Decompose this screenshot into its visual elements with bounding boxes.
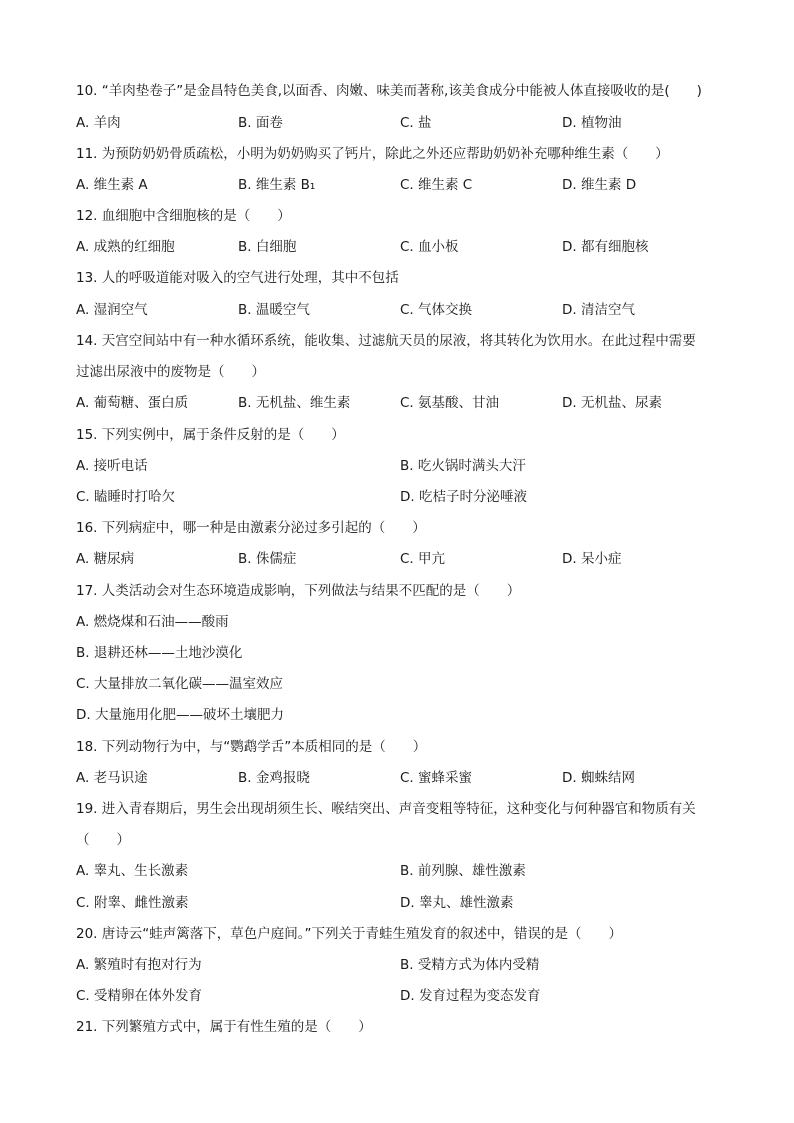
q11-option-d: D. 维生素 D (562, 177, 637, 193)
q20-option-b: B. 受精方式为体内受精 (400, 957, 540, 973)
q20-option-d: D. 发育过程为变态发育 (400, 988, 541, 1004)
q15-option-b: B. 吃火锅时满头大汗 (400, 458, 526, 474)
q13-option-a: A. 湿润空气 (76, 302, 148, 318)
question-10-stem: 10. “羊肉垫卷子”是金昌特色美食,以面香、肉嫩、味美而著称,该美食成分中能被人体直接吸收的是( ) (76, 83, 702, 99)
q19-option-c: C. 附睾、雌性激素 (76, 895, 189, 911)
question-14-stem-line-1: 14. 天宫空间站中有一种水循环系统，能收集、过滤航天员的尿液，将其转化为饮用水。在此过程中需要 (76, 333, 696, 349)
q17-option-d: D. 大量施用化肥——破坏土壤肥力 (76, 707, 284, 723)
question-17-stem: 17. 人类活动会对生态环境造成影响，下列做法与结果不匹配的是（ ） (76, 583, 521, 599)
q10-option-c: C. 盐 (400, 115, 432, 131)
q17-option-a: A. 燃烧煤和石油——酸雨 (76, 614, 229, 630)
question-18-stem: 18. 下列动物行为中，与“鹦鹉学舌”本质相同的是（ ） (76, 739, 427, 755)
question-14-stem-line-2: 过滤出尿液中的废物是（ ） (76, 364, 265, 380)
q12-option-b: B. 白细胞 (238, 239, 297, 255)
q12-option-d: D. 都有细胞核 (562, 239, 649, 255)
q14-option-a: A. 葡萄糖、蛋白质 (76, 395, 189, 411)
q18-option-a: A. 老马识途 (76, 770, 148, 786)
q16-option-d: D. 呆小症 (562, 551, 622, 567)
q10-option-b: B. 面卷 (238, 115, 283, 131)
q18-option-d: D. 蜘蛛结网 (562, 770, 635, 786)
q14-option-c: C. 氨基酸、甘油 (400, 395, 500, 411)
q12-option-a: A. 成熟的红细胞 (76, 239, 175, 255)
question-19-stem-line-2: （ ） (76, 832, 130, 848)
question-11-stem: 11. 为预防奶奶骨质疏松，小明为奶奶购买了钙片，除此之外还应帮助奶奶补充哪种维生素（ ） (76, 146, 669, 162)
q12-option-c: C. 血小板 (400, 239, 459, 255)
q15-option-a: A. 接听电话 (76, 458, 148, 474)
q16-option-a: A. 糖尿病 (76, 551, 135, 567)
q11-option-c: C. 维生素 C (400, 177, 473, 193)
q17-option-b: B. 退耕还林——土地沙漠化 (76, 645, 243, 661)
q17-option-c: C. 大量排放二氧化碳——温室效应 (76, 676, 284, 692)
q13-option-b: B. 温暖空气 (238, 302, 310, 318)
q14-option-d: D. 无机盐、尿素 (562, 395, 662, 411)
q19-option-a: A. 睾丸、生长激素 (76, 863, 189, 879)
q18-option-c: C. 蜜蜂采蜜 (400, 770, 473, 786)
q20-option-c: C. 受精卵在体外发育 (76, 988, 203, 1004)
q15-option-c: C. 瞌睡时打哈欠 (76, 489, 176, 505)
question-16-stem: 16. 下列病症中，哪一种是由激素分泌过多引起的（ ） (76, 520, 426, 536)
q16-option-b: B. 侏儒症 (238, 551, 297, 567)
q11-option-b: B. 维生素 B₁ (238, 177, 316, 193)
q19-option-d: D. 睾丸、雄性激素 (400, 895, 514, 911)
q10-option-a: A. 羊肉 (76, 115, 121, 131)
q19-option-b: B. 前列腺、雄性激素 (400, 863, 526, 879)
q20-option-a: A. 繁殖时有抱对行为 (76, 957, 202, 973)
question-19-stem-line-1: 19. 进入青春期后，男生会出现胡须生长、喉结突出、声音变粗等特征，这种变化与何种器官和物质有关 (76, 801, 696, 817)
question-21-stem: 21. 下列繁殖方式中，属于有性生殖的是（ ） (76, 1019, 372, 1035)
question-13-stem: 13. 人的呼吸道能对吸入的空气进行处理，其中不包括 (76, 270, 399, 286)
q13-option-d: D. 清洁空气 (562, 302, 635, 318)
q15-option-d: D. 吃桔子时分泌唾液 (400, 489, 527, 505)
q18-option-b: B. 金鸡报晓 (238, 770, 310, 786)
question-15-stem: 15. 下列实例中，属于条件反射的是（ ） (76, 427, 345, 443)
q16-option-c: C. 甲亢 (400, 551, 446, 567)
q13-option-c: C. 气体交换 (400, 302, 473, 318)
q11-option-a: A. 维生素 A (76, 177, 148, 193)
q14-option-b: B. 无机盐、维生素 (238, 395, 351, 411)
q10-option-d: D. 植物油 (562, 115, 622, 131)
question-12-stem: 12. 血细胞中含细胞核的是（ ） (76, 208, 291, 224)
question-20-stem: 20. 唐诗云“蛙声篱落下，草色户庭间。”下列关于青蛙生殖发育的叙述中，错误的是（ ） (76, 926, 622, 942)
